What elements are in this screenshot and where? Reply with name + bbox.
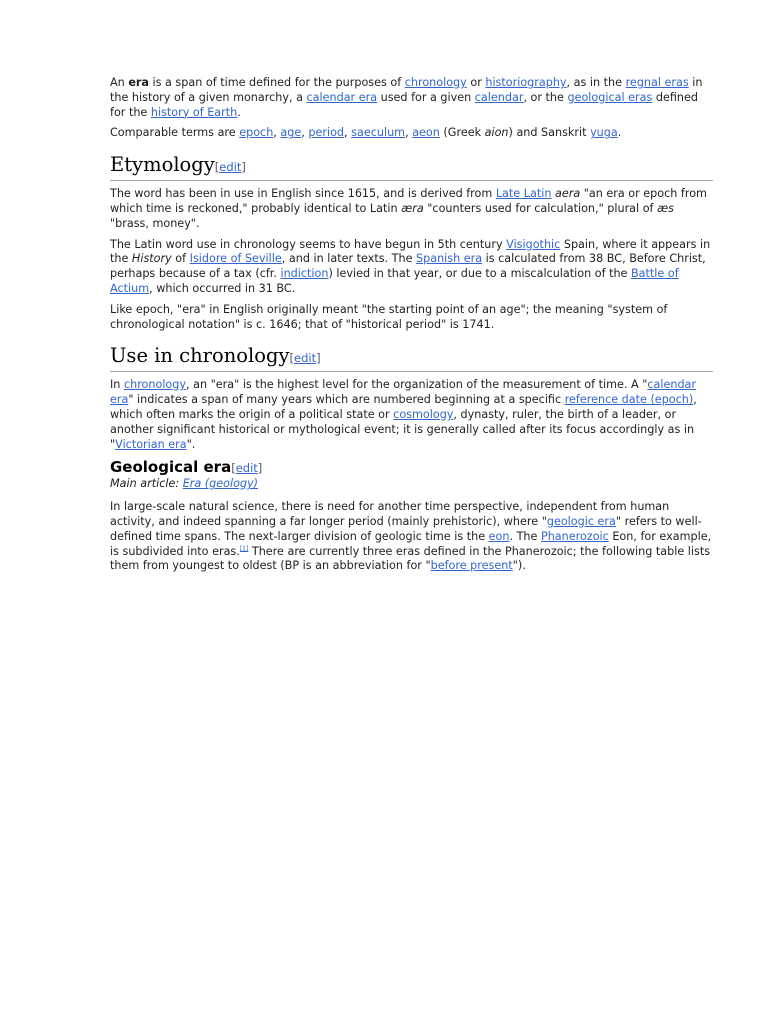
text: The Latin word use in chronology seems to have begun in 5th century <box>110 237 507 251</box>
etymology-paragraph-3: Like epoch, "era" in English originally meant "the starting point of an age"; the meaning "system of chronological notation" is c. 1646; that of "historical period" is 1741. <box>110 302 668 331</box>
text: , <box>344 126 352 140</box>
text: "an era or epoch from which time is reckoned," probably identical to Latin <box>110 187 707 215</box>
link-age[interactable]: age <box>280 126 302 140</box>
edit-link-chronology[interactable]: edit <box>294 351 317 366</box>
link-epoch[interactable]: epoch <box>239 126 274 140</box>
edit-section: [edit] <box>214 160 246 175</box>
text: , and in later texts. The <box>281 252 417 266</box>
text: . <box>617 126 622 140</box>
link-reference-date[interactable]: reference date (epoch) <box>564 393 694 407</box>
link-era-geology[interactable]: Era (geology) <box>182 477 259 491</box>
text: in the history of a given monarchy, a <box>110 76 703 104</box>
reference-link-1[interactable]: [1] <box>239 544 249 552</box>
edit-section: [edit] <box>231 461 263 476</box>
link-geological-eras[interactable]: geological eras <box>567 90 653 104</box>
edit-link-etymology[interactable]: edit <box>219 160 242 175</box>
link-chronology[interactable]: chronology <box>404 76 467 89</box>
link-saeculum[interactable]: saeculum <box>351 126 406 140</box>
section-heading-use-in-chronology <box>110 344 713 372</box>
heading-text: Geological era <box>110 458 232 477</box>
link-phanerozoic[interactable]: Phanerozoic <box>540 529 609 543</box>
hatnote-prefix: Main article: <box>110 477 183 491</box>
link-history-of-earth[interactable]: history of Earth <box>150 105 238 119</box>
intro-paragraph-1 <box>110 76 713 120</box>
text: "). <box>512 559 526 573</box>
link-regnal-eras[interactable]: regnal eras <box>625 76 689 89</box>
link-geologic-era[interactable]: geologic era <box>546 514 616 528</box>
text: "brass, money". <box>110 216 200 230</box>
text: defined for the <box>110 90 698 119</box>
text: An <box>110 76 129 89</box>
italic-term-aes: æs <box>657 201 675 215</box>
text: or <box>466 76 486 89</box>
link-eon[interactable]: eon <box>488 529 510 543</box>
link-isidore-of-seville[interactable]: Isidore of Seville <box>189 252 282 266</box>
etymology-paragraph-1 <box>110 187 713 231</box>
heading-text: Etymology <box>110 153 215 177</box>
link-cosmology[interactable]: cosmology <box>393 407 454 421</box>
link-yuga[interactable]: yuga <box>590 126 618 140</box>
text: , <box>273 126 281 140</box>
link-chronology[interactable]: chronology <box>123 378 187 392</box>
link-indiction[interactable]: indiction <box>280 267 329 281</box>
link-battle-of-actium[interactable]: Battle of Actium <box>110 267 679 295</box>
hatnote-main-article <box>110 477 713 492</box>
text: is a span of time defined for the purposes of <box>148 76 405 89</box>
text: In large-scale natural science, there is need for another time perspective, independent from human activity, and indeed spanning a far longer period (mainly prehistoric), where " <box>110 500 670 528</box>
link-visigothic[interactable]: Visigothic <box>506 237 561 251</box>
link-before-present[interactable]: before present <box>430 559 513 573</box>
text: , or the <box>523 90 568 104</box>
text: ) levied in that year, or due to a miscalculation of the <box>328 267 631 281</box>
geological-paragraph-1 <box>110 500 713 574</box>
text: , <box>301 126 309 140</box>
chronology-paragraph-1 <box>110 378 713 452</box>
text: " refers to well-defined time spans. The next-larger division of geologic time is the <box>110 514 702 543</box>
heading-text: Use in chronology <box>110 344 290 368</box>
text: of <box>171 252 190 266</box>
text: The word has been in use in English since 1615, and is derived from <box>110 187 496 201</box>
link-historiography[interactable]: historiography <box>485 76 567 89</box>
text: . The <box>509 529 541 543</box>
text: , <box>405 126 413 140</box>
link-late-latin[interactable]: Late Latin <box>495 187 552 201</box>
text: used for a given <box>377 90 475 104</box>
text: , which occurred in 31 BC. <box>149 281 296 295</box>
link-calendar-era[interactable]: calendar era <box>306 90 378 104</box>
text: , as in the <box>566 76 626 89</box>
text: Eon, for example, is subdivided into eras. <box>110 529 712 558</box>
text: , which often marks the origin of a political state or <box>110 393 697 421</box>
italic-term-history: History <box>131 252 172 266</box>
italic-term-aera-latin: æra <box>401 201 424 215</box>
text: is calculated from 38 BC, Before Christ, perhaps because of a tax (cfr. <box>110 252 706 281</box>
edit-link-geological-era[interactable]: edit <box>235 461 258 476</box>
text: , an "era" is the highest level for the organization of the measurement of time. A " <box>186 378 648 392</box>
link-victorian-era[interactable]: Victorian era <box>115 437 187 451</box>
link-period[interactable]: period <box>308 126 345 140</box>
text: In <box>110 378 124 392</box>
text: There are currently three eras defined in the Phanerozoic; the following table lists them from youngest to oldest (BP is an abbreviation for " <box>110 544 711 573</box>
article-body <box>110 76 713 580</box>
text: "counters used for calculation," plural of <box>423 201 658 215</box>
intro-paragraph-2 <box>110 126 713 141</box>
edit-section: [edit] <box>289 351 321 366</box>
italic-term-aion: aion <box>484 126 509 140</box>
text: " indicates a span of many years which are numbered beginning at a specific <box>128 393 565 407</box>
link-spanish-era[interactable]: Spanish era <box>416 252 483 266</box>
link-aeon[interactable]: aeon <box>412 126 440 140</box>
text: , dynasty, ruler, the birth of a leader, or another significant historical or mythological event; it is generally called after its focus accordingly as in " <box>110 407 695 451</box>
bold-term-era: era <box>128 76 149 89</box>
text: Comparable terms are <box>110 126 240 140</box>
text: (Greek <box>439 126 485 140</box>
link-calendar[interactable]: calendar <box>474 90 524 104</box>
etymology-paragraph-2 <box>110 238 713 297</box>
section-heading-etymology <box>110 153 713 181</box>
text: Spain, where it appears in the <box>110 237 711 266</box>
text: ) and Sanskrit <box>508 126 591 140</box>
text: ". <box>186 437 196 451</box>
link-calendar-era[interactable]: calendar era <box>110 378 697 407</box>
italic-term-aera: aera <box>554 187 581 201</box>
section-heading-geological-era <box>110 458 713 477</box>
text: . <box>237 105 241 119</box>
